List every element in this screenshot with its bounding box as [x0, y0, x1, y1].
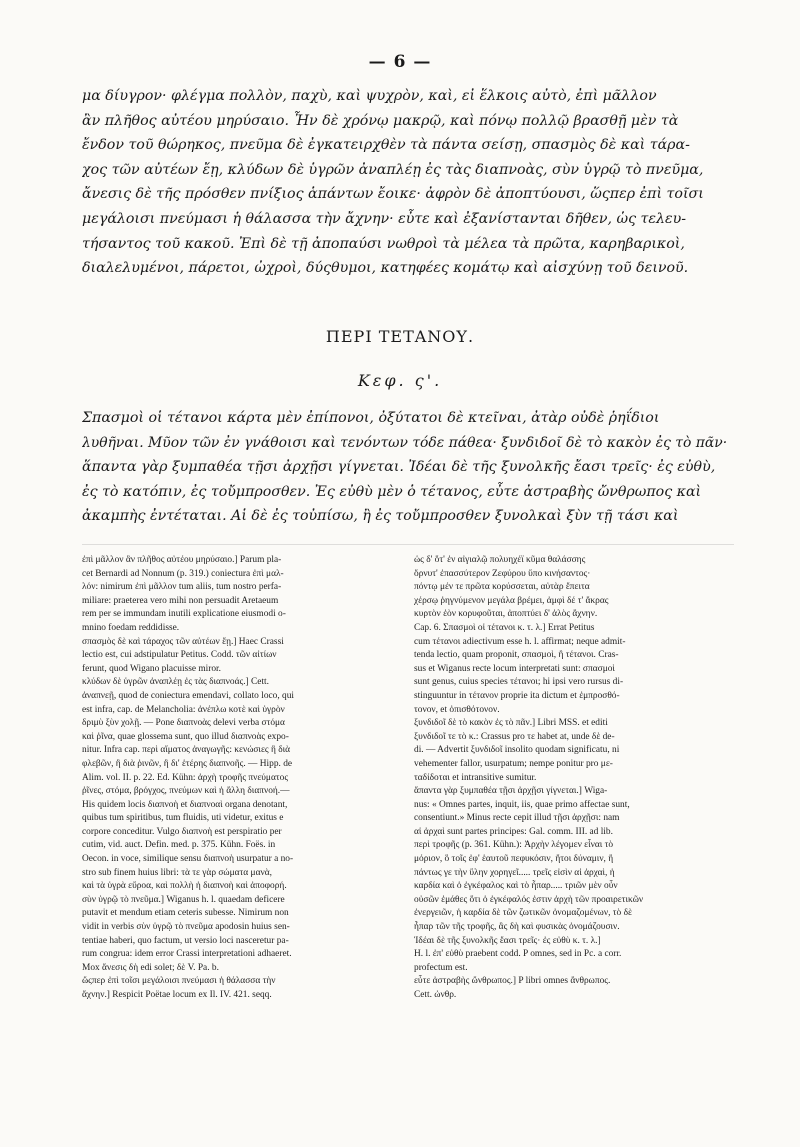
- note-line: Cap. 6. Σπασμοὶ οἱ τέτανοι κ. τ. λ.] Errat Petitus: [414, 622, 595, 633]
- note-line: δριμὺ ξὺν χολῇ. — Pone διαπνοὰς delevi verba στόμα: [82, 718, 285, 729]
- note-line: κυρτὸν ἐὸν κορυφοῦται, ἀποπτύει δ' ἁλὸς ἄχνην.: [414, 609, 598, 620]
- footnotes-right-column: [414, 554, 732, 1003]
- note-line: ἧπαρ τῶν τῆς τροφῆς, ἃς δὴ καὶ φυσικὰς ὀνομάζουσιν.: [414, 922, 620, 933]
- note-line: est infra, cap. de Melancholia: ἀνέπλω κοτὲ καὶ ὑγρὸν: [82, 704, 285, 715]
- text-line: ἂν πλῆθος αὐτέου μηρύσαιο. Ἦν δὲ χρόνῳ μακρῷ, καὶ πόνῳ πολλῷ βρασθῇ μὲν τὰ: [82, 112, 679, 129]
- note-line: cum τέτανοι adiectivum esse h. l. affirmat; neque admit-: [414, 636, 626, 647]
- note-line: nitur. Infra cap. περὶ αἵματος ἀναγωγῆς: κενώσιες ἢ διὰ: [82, 745, 291, 756]
- note-line: rum congrua: idem error Crassi interpretationi adhaeret.: [82, 949, 292, 960]
- text-line: Σπασμοὶ οἱ τέτανοι κάρτα μὲν ἐπίπονοι, ὀξύτατοι δὲ κτεῖναι, ἀτὰρ οὐδὲ ῥηΐδιοι: [82, 410, 660, 426]
- note-line: Ἰδέαι δὲ τῆς ξυνολκῆς ἔασι τρεῖς· ἐς εὐθὺ κ. τ. λ.]: [414, 935, 601, 946]
- chapter-title: Κεφ. ς'.: [357, 371, 443, 390]
- note-line: ῥῖνες, στόμα, βρόγχος, πνεύμων καὶ ἡ ἄλλη διαπνοή.—: [82, 786, 290, 797]
- text-line: ἀκαμπὴς ἐντέταται. Αἱ δὲ ἐς τοὐπίσω, ἢ ἐς τοὔμπροσθεν ξυνολκαὶ ξὺν τῇ τάσι καὶ: [82, 508, 679, 525]
- note-line: καὶ ῥῖνα, quae glossema sunt, quo illud διαπνοὰς expo-: [82, 731, 289, 742]
- text-line: διαλελυμένοι, πάρετοι, ὠχροὶ, δύςθυμοι, κατηφέες κομάτῳ καὶ αἰσχύνῃ τοῦ δεινοῦ.: [82, 260, 689, 277]
- note-line: χέρσῳ ῥηγνύμενον μεγάλα βρέμει, ἀμφὶ δέ τ' ἄκρας: [414, 595, 609, 606]
- note-line: καρδία καὶ ὁ ἐγκέφαλος καὶ τὸ ἧπαρ..... τριῶν μὲν οὖν: [414, 881, 618, 892]
- note-line: di. — Advertit ξυνδιδοῖ insolito quodam significatu, ni: [414, 745, 620, 756]
- note-line: mnino foedam reddidisse.: [82, 622, 180, 633]
- note-line: quibus tum spiritibus, tum fluidis, uti videtur, exitus e: [82, 813, 284, 824]
- note-line: H. l. ἐπ' εὐθὺ praebent codd. P omnes, sed in Pc. a corr.: [414, 949, 622, 960]
- text-line: ἅπαντα γὰρ ξυμπαθέα τῇσι ἀρχῇσι γίγνεται. Ἰδέαι δὲ τῆς ξυνολκῆς ἔασι τρεῖς· ἐς εὐθὺ,: [82, 459, 716, 476]
- note-line: τονον, et ὀπισθότονον.: [414, 704, 500, 715]
- note-line: φλεβῶν, ἢ διὰ ῥινῶν, ἢ δι' ἑτέρης διαπνοῆς. — Hipp. de: [82, 758, 293, 769]
- page-number: — 6 —: [368, 52, 432, 72]
- notes-divider: [82, 544, 734, 545]
- note-line: tentiae haberi, quo factum, ut versio loci nasceretur pa-: [82, 935, 289, 946]
- note-line: ξυνδιδοῖ τε τὸ κ.: Crassus pro τε habet at, unde δὲ de-: [414, 731, 615, 742]
- note-line: miliare: praeterea vero mihi non persuadit Aretaeum: [82, 595, 279, 606]
- note-line: vidit in verbis σὺν ὑγρῷ τὸ πνεῦμα apodosin huius sen-: [82, 922, 290, 933]
- note-line: ἅπαντα γὰρ ξυμπαθέα τῇσι ἀρχῇσι γίγνεται.] Wiga-: [414, 786, 608, 797]
- note-line: profectum est.: [414, 962, 468, 973]
- footnotes-left-column: [82, 554, 400, 1003]
- note-line: ἀναπνεῇ, quod de coniectura emendavi, collato loco, qui: [82, 690, 295, 701]
- note-line: lectio est, cui adstipulatur Petitus. Codd. τῶν αἰτίων: [82, 650, 277, 661]
- note-line: ταδίδοται et intransitive sumitur.: [414, 772, 537, 783]
- text-line: μα δίυγρον· φλέγμα πολλὸν, παχὺ, καὶ ψυχρὸν, καὶ, εἰ ἕλκοις αὐτὸ, ἐπὶ μᾶλλον: [82, 88, 657, 104]
- note-line: Oecon. in voce, similique sensu διαπνοὴ usurpatur a no-: [82, 854, 294, 865]
- main-text-upper: [82, 84, 734, 281]
- note-line: πάντως γε τὴν ὕλην χορηγεῖ..... τρεῖς εἰσὶν αἱ ἀρχαὶ, ἡ: [414, 867, 615, 878]
- note-line: ἄχνην.] Respicit Poëtae locum ex Il. IV. 421. seqq.: [82, 990, 272, 1000]
- note-line: sunt genus, cuius species τέτανοι; hi ipsi vero rursus di-: [414, 677, 624, 688]
- note-line: cet Bernardi ad Nonnum (p. 319.) coniectura ἐπὶ μαλ-: [82, 568, 284, 579]
- note-line: stro sub finem huius libri: τὰ τε γὰρ σώματα μανὰ,: [82, 867, 272, 878]
- note-line: εὖτε ἀστραβὴς ὤνθρωπος.] P libri omnes ἄνθρωπος.: [414, 976, 611, 987]
- note-line: ὄρνυτ' ἐπασσύτερον Ζεφύρου ὕπο κινήσαντος·: [414, 568, 591, 579]
- note-line: σπασμὸς δὲ καὶ τάραχος τῶν αὐτέων ἔῃ.] Haec Crassi: [82, 636, 284, 647]
- note-line: tenda lectio, quam proponit, σπασμοὶ, ἢ τέτανοι. Cras-: [414, 650, 619, 661]
- text-line: ἐς τὸ κατόπιν, ἐς τοὔμπροσθεν. Ἐς εὐθὺ μὲν ὁ τέτανος, εὖτε ἀστραβὴς ὤνθρωπος καὶ: [82, 483, 702, 500]
- note-line: κλύδων δὲ ὑγρῶν ἀναπλέῃ ἐς τὰς διαπνοάς.] Cett.: [82, 677, 269, 688]
- note-line: ἐπὶ μᾶλλον ἂν πλῆθος αὐτέου μηρύσαιο.] Parum pla-: [82, 555, 282, 565]
- note-line: Alim. vol. II. p. 22. Ed. Kühn: ἀρχὴ τροφῆς πνεύματος: [82, 772, 289, 783]
- note-line: cutim, vid. auct. Defin. med. p. 375. Kühn. Foës. in: [82, 840, 276, 851]
- note-line: consentiunt.» Minus recte cepit illud τῇσι ἀρχῇσι: nam: [414, 813, 620, 824]
- note-line: Cett. ὠνθρ.: [414, 990, 457, 1000]
- note-line: λόν: nimirum ἐπὶ μᾶλλον tum aliis, tum nostro perfa-: [82, 582, 282, 593]
- note-line: putavit et mendum etiam ceteris subesse. Nimirum non: [82, 908, 289, 919]
- main-text-lower: [82, 406, 734, 529]
- note-line: ξυνδιδοῖ δὲ τὸ κακὸν ἐς τὸ πᾶν.] Libri MSS. et editi: [414, 718, 608, 729]
- note-line: καὶ τὰ ὑγρὰ εὔροα, καὶ πολλὴ ἡ διαπνοὴ καὶ ἀποφορή.: [82, 881, 287, 892]
- note-line: nus: « Omnes partes, inquit, iis, quae primo affectae sunt,: [414, 799, 630, 810]
- note-line: Mox ἄνεσις δὴ edi solet; δὲ V. Pa. b.: [82, 962, 219, 973]
- text-line: μεγάλοισι πνεύμασι ἡ θάλασσα τὴν ἄχνην· εὖτε καὶ ἐξανίστανται δῆθεν, ὡς τελευ-: [82, 210, 687, 227]
- note-line: αἱ ἀρχαὶ sunt partes principes: Gal. comm. III. ad lib.: [414, 826, 613, 837]
- text-line: λυθῆναι. Μῦον τῶν ἐν γνάθοισι καὶ τενόντων τόδε πάθεα· ξυνδιδοῖ δὲ τὸ κακὸν ἐς τὸ πᾶν·: [82, 434, 728, 451]
- note-line: περὶ τροφῆς (p. 361. Kühn.): Ἀρχὴν λέγομεν εἶναι τὸ: [414, 840, 614, 851]
- note-line: ἐνεργειῶν, ἡ καρδία δὲ τῶν ζωτικῶν ὀνομαζομένων, τὸ δὲ: [414, 908, 632, 919]
- note-line: μόριον, ὃ τοῖς ἐφ' ἑαυτοῦ πεφυκόσιν, ἤτοι δύναμιν, ἢ: [414, 854, 614, 865]
- text-line: ἔνδον τοῦ θώρηκος, πνεῦμα δὲ ἐγκατειρχθὲν τὰ πάντα σείσῃ, σπασμὸς δὲ καὶ τάρα-: [82, 137, 690, 154]
- note-line: ferunt, quod Wigano placuisse miror.: [82, 663, 222, 674]
- text-line: ἄνεσις δὲ τῆς πρόσθεν πνίξιος ἁπάντων ἔοικε· ἀφρὸν δὲ ἀποπτύουσι, ὥςπερ ἐπὶ τοῖσι: [82, 186, 704, 203]
- note-line: sus et Wiganus recte locum interpretati sunt: σπασμοὶ: [414, 663, 615, 674]
- note-line: stinguuntur in τέτανον proprie ita dictum et ἐμπροσθό-: [414, 690, 620, 701]
- note-line: ὥςπερ ἐπὶ τοῖσι μεγάλοισι πνεύμασι ἡ θάλασσα τὴν: [82, 976, 276, 987]
- note-line: σὺν ὑγρῷ τὸ πνεῦμα.] Wiganus h. l. quaedam deficere: [82, 894, 285, 905]
- section-title: ΠΕΡΙ ΤΕΤΑΝΟΥ.: [325, 327, 475, 346]
- note-line: His quidem locis διαπνοὴ et διαπνοαὶ organa denotant,: [82, 799, 288, 810]
- note-line: corpore conceditur. Vulgo διαπνοὴ est perspiratio per: [82, 826, 282, 837]
- note-line: ὡς δ' ὅτ' ἐν αἰγιαλῷ πολυηχέϊ κῦμα θαλάσσης: [414, 555, 586, 565]
- note-line: πόντῳ μέν τε πρῶτα κορύσσεται, αὐτὰρ ἔπειτα: [414, 582, 590, 593]
- note-line: vehementer fallor, usurpatum; nempe ponitur pro με-: [414, 758, 613, 769]
- text-line: τήσαντος τοῦ κακοῦ. Ἐπὶ δὲ τῇ ἀποπαύσι νωθροὶ τὰ μέλεα τὰ πρῶτα, καρηβαρικοὶ,: [82, 235, 685, 252]
- note-line: rem per se immundam inutili explicatione eiusmodi o-: [82, 609, 286, 620]
- note-line: οὐσῶν ἐμάθες ὅτι ὁ ἐγκέφαλός ἐστιν ἀρχὴ τῶν προαιρετικῶν: [414, 894, 644, 905]
- text-line: χος τῶν αὐτέων ἔῃ, κλύδων δὲ ὑγρῶν ἀναπλέῃ ἐς τὰς διαπνοὰς, σὺν ὑγρῷ τὸ πνεῦμα,: [82, 161, 704, 178]
